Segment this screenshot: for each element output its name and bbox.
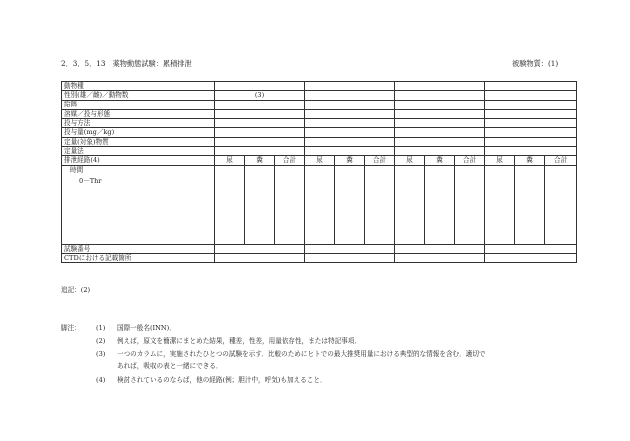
table-row [62,156,577,165]
row-label-route: 投与方法 [62,119,215,128]
footnote-text: 一つのカラムに，実施されたひとつの試験を示す．比較のためにヒトでの最大推奨用量における典型的な情報を含む．適切で [117,350,486,358]
table-row [62,253,577,262]
footnote-text-continued: あれば，吸収の表と一緒にできる． [117,362,223,370]
table-row [62,82,577,91]
col-header-urine: 尿 [485,156,515,165]
col-header-urine: 尿 [305,156,335,165]
table-row [62,137,577,146]
row-label-vehicle: 溶媒／投与形態 [62,109,215,118]
time-range: 0－Thr [79,177,102,186]
table-row [62,119,577,128]
sex-count-note: (3) [215,91,305,100]
footnote-number: (3) [96,350,106,358]
footnote-text: 例えば，原文を簡潔にまとめた結果，種差，性差，用量依存性，または特記事項． [117,337,361,345]
col-header-total: 合計 [365,156,395,165]
footnote-text: 検討されているのならば，他の経路(例；胆汁中，呼気)も加えること． [117,376,327,384]
footnote-number: (2) [96,337,106,345]
row-label-dose: 投与量(mg／kg) [62,128,215,137]
col-header-total: 合計 [545,156,577,165]
row-label-time: 時間 [70,165,84,174]
table-row [62,100,577,109]
table-row [62,91,577,100]
table-row [62,109,577,118]
row-label-feeding: 給餌 [62,100,215,109]
time-cell [62,165,215,244]
footnote-text: 国際一般名(INN)． [117,324,176,332]
row-label-excretion-route: 排泄経路(4) [62,156,215,165]
excretion-table [61,81,577,263]
addendum: 追記：(2) [61,286,91,294]
row-label-ctd-location: CTDにおける記載箇所 [62,253,215,262]
col-header-urine: 尿 [215,156,245,165]
document-title: 2．3．5．13 薬物動態試験：累積排泄 [61,59,192,68]
row-label-analyte: 定量(対象)物質 [62,137,215,146]
col-header-feces: 糞 [515,156,545,165]
table-row [62,244,577,253]
footnote-label: 脚注： [61,324,81,332]
col-header-total: 合計 [275,156,305,165]
row-label-study-no: 試験番号 [62,244,215,253]
table-row [62,128,577,137]
col-header-feces: 糞 [335,156,365,165]
col-header-urine: 尿 [395,156,425,165]
test-substance-label: 被験物質：(1) [512,59,559,68]
table-row [62,165,577,244]
table-row [62,147,577,156]
col-header-feces: 糞 [245,156,275,165]
footnote-number: (1) [96,324,106,332]
row-label-sex-count: 性別(雄／雌)／動物数 [62,91,215,100]
row-label-species: 動物種 [62,82,215,91]
footnote-number: (4) [96,376,106,384]
col-header-total: 合計 [455,156,485,165]
col-header-feces: 糞 [425,156,455,165]
row-label-assay: 定量法 [62,147,215,156]
